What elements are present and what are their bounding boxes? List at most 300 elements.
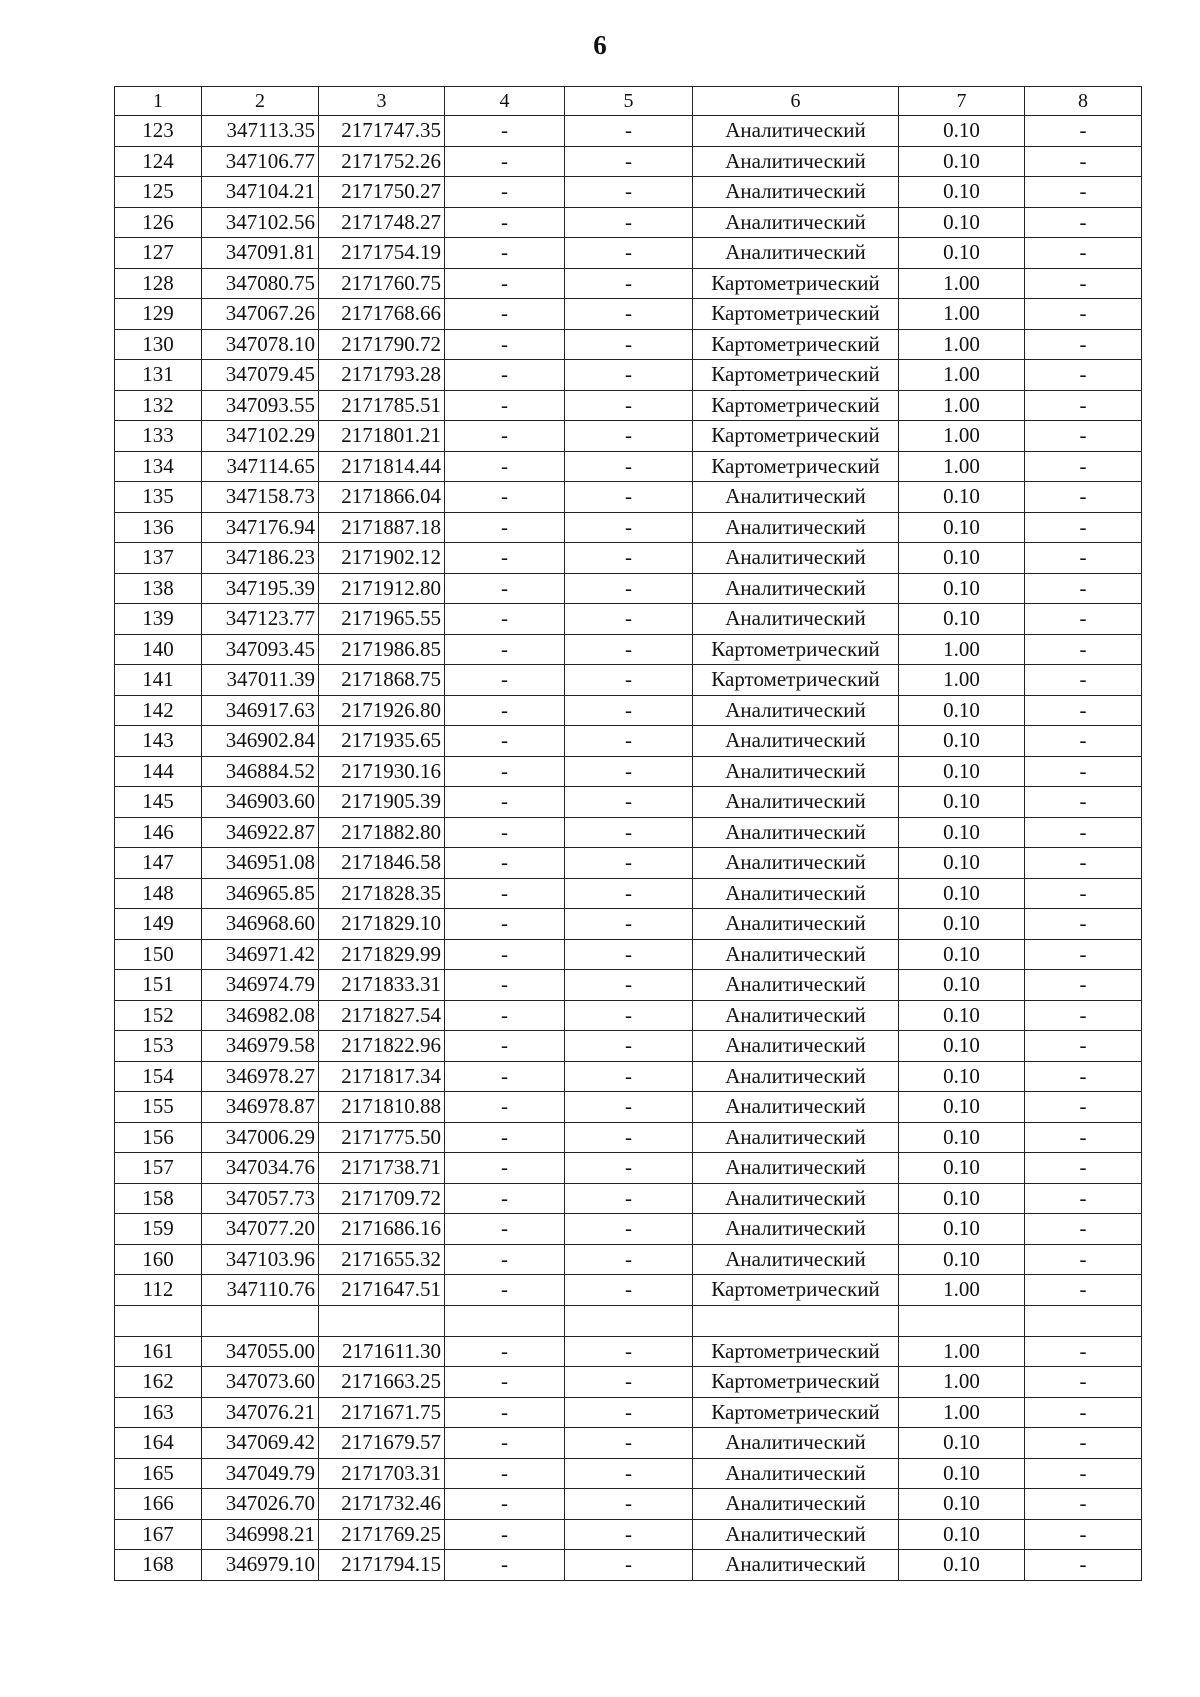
accuracy-cell: 1.00 <box>899 1275 1025 1306</box>
point-number-cell: 132 <box>115 390 202 421</box>
table-row <box>115 421 1142 452</box>
method-cell: Аналитический <box>693 1214 899 1245</box>
col5-cell: - <box>565 543 693 574</box>
accuracy-cell: 0.10 <box>899 1031 1025 1062</box>
table-row <box>115 756 1142 787</box>
method-cell: Аналитический <box>693 1458 899 1489</box>
col8-cell: - <box>1025 360 1142 391</box>
point-number-cell: 165 <box>115 1458 202 1489</box>
col4-cell: - <box>445 299 565 330</box>
col5-cell: - <box>565 604 693 635</box>
x-coordinate-cell: 346974.79 <box>202 970 319 1001</box>
accuracy-cell: 1.00 <box>899 390 1025 421</box>
table-row <box>115 878 1142 909</box>
col8-cell: - <box>1025 665 1142 696</box>
col5-cell: - <box>565 726 693 757</box>
accuracy-cell: 1.00 <box>899 665 1025 696</box>
accuracy-cell <box>899 1305 1025 1336</box>
table-row <box>115 1214 1142 1245</box>
col8-cell: - <box>1025 390 1142 421</box>
col4-cell: - <box>445 329 565 360</box>
table-row <box>115 573 1142 604</box>
point-number-cell: 133 <box>115 421 202 452</box>
y-coordinate-cell: 2171647.51 <box>319 1275 445 1306</box>
y-coordinate-cell: 2171833.31 <box>319 970 445 1001</box>
point-number-cell: 130 <box>115 329 202 360</box>
accuracy-cell: 0.10 <box>899 116 1025 147</box>
y-coordinate-cell: 2171794.15 <box>319 1550 445 1581</box>
y-coordinate-cell: 2171750.27 <box>319 177 445 208</box>
point-number-cell: 143 <box>115 726 202 757</box>
method-cell: Аналитический <box>693 238 899 269</box>
col4-cell: - <box>445 1336 565 1367</box>
y-coordinate-cell: 2171785.51 <box>319 390 445 421</box>
method-cell: Аналитический <box>693 116 899 147</box>
x-coordinate-cell: 347049.79 <box>202 1458 319 1489</box>
y-coordinate-cell: 2171828.35 <box>319 878 445 909</box>
x-coordinate-cell: 347026.70 <box>202 1489 319 1520</box>
col8-cell: - <box>1025 1122 1142 1153</box>
y-coordinate-cell: 2171814.44 <box>319 451 445 482</box>
method-cell: Аналитический <box>693 817 899 848</box>
table-row <box>115 482 1142 513</box>
table-row <box>115 268 1142 299</box>
method-cell: Картометрический <box>693 1367 899 1398</box>
point-number-cell: 129 <box>115 299 202 330</box>
point-number-cell: 141 <box>115 665 202 696</box>
accuracy-cell: 0.10 <box>899 970 1025 1001</box>
col4-cell: - <box>445 634 565 665</box>
method-cell: Аналитический <box>693 1550 899 1581</box>
y-coordinate-cell: 2171752.26 <box>319 146 445 177</box>
accuracy-cell: 0.10 <box>899 1428 1025 1459</box>
method-cell: Аналитический <box>693 1183 899 1214</box>
x-coordinate-cell: 347103.96 <box>202 1244 319 1275</box>
accuracy-cell: 1.00 <box>899 299 1025 330</box>
col5-cell: - <box>565 1397 693 1428</box>
col4-cell: - <box>445 1061 565 1092</box>
point-number-cell: 154 <box>115 1061 202 1092</box>
table-row <box>115 970 1142 1001</box>
table-row <box>115 329 1142 360</box>
method-cell: Аналитический <box>693 1000 899 1031</box>
y-coordinate-cell: 2171793.28 <box>319 360 445 391</box>
table-row <box>115 909 1142 940</box>
x-coordinate-cell: 347093.55 <box>202 390 319 421</box>
point-number-cell: 136 <box>115 512 202 543</box>
y-coordinate-cell: 2171827.54 <box>319 1000 445 1031</box>
col5-cell: - <box>565 1458 693 1489</box>
method-cell: Аналитический <box>693 1092 899 1123</box>
col5-cell: - <box>565 1336 693 1367</box>
y-coordinate-cell: 2171748.27 <box>319 207 445 238</box>
y-coordinate-cell: 2171810.88 <box>319 1092 445 1123</box>
x-coordinate-cell: 347006.29 <box>202 1122 319 1153</box>
col4-cell: - <box>445 665 565 696</box>
table-blank-row <box>115 1305 1142 1336</box>
method-cell: Аналитический <box>693 756 899 787</box>
col5-cell: - <box>565 1122 693 1153</box>
y-coordinate-cell: 2171829.10 <box>319 909 445 940</box>
accuracy-cell: 0.10 <box>899 1122 1025 1153</box>
y-coordinate-cell: 2171817.34 <box>319 1061 445 1092</box>
col5-cell: - <box>565 1519 693 1550</box>
x-coordinate-cell: 347080.75 <box>202 268 319 299</box>
col8-cell: - <box>1025 1275 1142 1306</box>
point-number-cell: 144 <box>115 756 202 787</box>
point-number-cell: 137 <box>115 543 202 574</box>
table-header-row <box>115 87 1142 116</box>
accuracy-cell: 0.10 <box>899 939 1025 970</box>
y-coordinate-cell: 2171709.72 <box>319 1183 445 1214</box>
table-row <box>115 787 1142 818</box>
accuracy-cell: 0.10 <box>899 1244 1025 1275</box>
accuracy-cell: 1.00 <box>899 360 1025 391</box>
table-row <box>115 1397 1142 1428</box>
col8-cell: - <box>1025 1153 1142 1184</box>
col5-cell: - <box>565 970 693 1001</box>
method-cell: Аналитический <box>693 207 899 238</box>
col8-cell: - <box>1025 1214 1142 1245</box>
col8-cell: - <box>1025 817 1142 848</box>
col8-cell: - <box>1025 1519 1142 1550</box>
table-row <box>115 939 1142 970</box>
header-cell: 8 <box>1025 87 1142 116</box>
col5-cell: - <box>565 756 693 787</box>
method-cell: Аналитический <box>693 1061 899 1092</box>
col4-cell: - <box>445 207 565 238</box>
col5-cell: - <box>565 695 693 726</box>
x-coordinate-cell: 347176.94 <box>202 512 319 543</box>
method-cell: Картометрический <box>693 360 899 391</box>
col8-cell: - <box>1025 939 1142 970</box>
col8-cell: - <box>1025 878 1142 909</box>
x-coordinate-cell: 346902.84 <box>202 726 319 757</box>
col4-cell: - <box>445 573 565 604</box>
col8-cell: - <box>1025 421 1142 452</box>
method-cell: Картометрический <box>693 1336 899 1367</box>
accuracy-cell: 0.10 <box>899 726 1025 757</box>
method-cell: Аналитический <box>693 1489 899 1520</box>
method-cell: Картометрический <box>693 329 899 360</box>
table-row <box>115 116 1142 147</box>
x-coordinate-cell: 347076.21 <box>202 1397 319 1428</box>
accuracy-cell: 1.00 <box>899 329 1025 360</box>
col5-cell: - <box>565 329 693 360</box>
y-coordinate-cell: 2171703.31 <box>319 1458 445 1489</box>
accuracy-cell: 0.10 <box>899 756 1025 787</box>
col5-cell: - <box>565 482 693 513</box>
point-number-cell: 163 <box>115 1397 202 1428</box>
x-coordinate-cell: 346971.42 <box>202 939 319 970</box>
y-coordinate-cell: 2171912.80 <box>319 573 445 604</box>
col8-cell: - <box>1025 848 1142 879</box>
method-cell: Аналитический <box>693 604 899 635</box>
col8-cell: - <box>1025 1397 1142 1428</box>
col8-cell: - <box>1025 726 1142 757</box>
method-cell: Картометрический <box>693 1275 899 1306</box>
point-number-cell: 139 <box>115 604 202 635</box>
col5-cell: - <box>565 1550 693 1581</box>
point-number-cell: 167 <box>115 1519 202 1550</box>
x-coordinate-cell: 347158.73 <box>202 482 319 513</box>
coordinates-table <box>114 86 1142 1581</box>
col5-cell: - <box>565 1275 693 1306</box>
col4-cell: - <box>445 1214 565 1245</box>
table-row <box>115 1000 1142 1031</box>
col8-cell: - <box>1025 1244 1142 1275</box>
table-row <box>115 1031 1142 1062</box>
table-row <box>115 726 1142 757</box>
col4-cell: - <box>445 1550 565 1581</box>
page-number: 6 <box>593 30 607 60</box>
col8-cell: - <box>1025 1000 1142 1031</box>
col4-cell: - <box>445 1153 565 1184</box>
method-cell: Аналитический <box>693 146 899 177</box>
method-cell: Аналитический <box>693 726 899 757</box>
col5-cell: - <box>565 177 693 208</box>
x-coordinate-cell: 347077.20 <box>202 1214 319 1245</box>
col4-cell: - <box>445 604 565 635</box>
x-coordinate-cell: 347091.81 <box>202 238 319 269</box>
x-coordinate-cell: 346978.27 <box>202 1061 319 1092</box>
accuracy-cell: 0.10 <box>899 238 1025 269</box>
col5-cell: - <box>565 299 693 330</box>
accuracy-cell: 0.10 <box>899 573 1025 604</box>
x-coordinate-cell: 346903.60 <box>202 787 319 818</box>
method-cell: Картометрический <box>693 634 899 665</box>
accuracy-cell: 1.00 <box>899 451 1025 482</box>
accuracy-cell: 0.10 <box>899 1214 1025 1245</box>
point-number-cell: 126 <box>115 207 202 238</box>
col8-cell: - <box>1025 1367 1142 1398</box>
point-number-cell: 155 <box>115 1092 202 1123</box>
x-coordinate-cell: 346965.85 <box>202 878 319 909</box>
col5-cell: - <box>565 1244 693 1275</box>
table-row <box>115 1428 1142 1459</box>
table-row <box>115 848 1142 879</box>
method-cell: Аналитический <box>693 1428 899 1459</box>
col5-cell: - <box>565 787 693 818</box>
method-cell: Картометрический <box>693 665 899 696</box>
col5-cell: - <box>565 1031 693 1062</box>
col8-cell: - <box>1025 482 1142 513</box>
x-coordinate-cell: 347102.29 <box>202 421 319 452</box>
col8-cell: - <box>1025 543 1142 574</box>
x-coordinate-cell: 347113.35 <box>202 116 319 147</box>
col8-cell: - <box>1025 970 1142 1001</box>
accuracy-cell: 0.10 <box>899 787 1025 818</box>
accuracy-cell: 1.00 <box>899 634 1025 665</box>
col4-cell: - <box>445 1183 565 1214</box>
y-coordinate-cell: 2171747.35 <box>319 116 445 147</box>
method-cell: Аналитический <box>693 848 899 879</box>
x-coordinate-cell: 346998.21 <box>202 1519 319 1550</box>
col4-cell: - <box>445 848 565 879</box>
point-number-cell: 166 <box>115 1489 202 1520</box>
point-number-cell: 158 <box>115 1183 202 1214</box>
col8-cell: - <box>1025 695 1142 726</box>
y-coordinate-cell: 2171790.72 <box>319 329 445 360</box>
y-coordinate-cell: 2171801.21 <box>319 421 445 452</box>
table-row <box>115 634 1142 665</box>
method-cell: Аналитический <box>693 1031 899 1062</box>
point-number-cell: 162 <box>115 1367 202 1398</box>
header-cell: 6 <box>693 87 899 116</box>
method-cell: Аналитический <box>693 177 899 208</box>
accuracy-cell: 0.10 <box>899 543 1025 574</box>
x-coordinate-cell: 346979.10 <box>202 1550 319 1581</box>
point-number-cell: 160 <box>115 1244 202 1275</box>
x-coordinate-cell: 346982.08 <box>202 1000 319 1031</box>
col5-cell: - <box>565 268 693 299</box>
accuracy-cell: 0.10 <box>899 512 1025 543</box>
y-coordinate-cell: 2171655.32 <box>319 1244 445 1275</box>
col5-cell: - <box>565 1367 693 1398</box>
col8-cell: - <box>1025 787 1142 818</box>
table-row <box>115 146 1142 177</box>
col4-cell: - <box>445 360 565 391</box>
point-number-cell: 150 <box>115 939 202 970</box>
point-number-cell <box>115 1305 202 1336</box>
table-row <box>115 1153 1142 1184</box>
accuracy-cell: 1.00 <box>899 1397 1025 1428</box>
col5-cell: - <box>565 817 693 848</box>
col4-cell: - <box>445 695 565 726</box>
table-row <box>115 299 1142 330</box>
accuracy-cell: 0.10 <box>899 1458 1025 1489</box>
y-coordinate-cell: 2171882.80 <box>319 817 445 848</box>
col8-cell: - <box>1025 756 1142 787</box>
col4-cell: - <box>445 1122 565 1153</box>
accuracy-cell: 0.10 <box>899 1061 1025 1092</box>
y-coordinate-cell: 2171935.65 <box>319 726 445 757</box>
method-cell: Аналитический <box>693 512 899 543</box>
y-coordinate-cell: 2171611.30 <box>319 1336 445 1367</box>
x-coordinate-cell: 347078.10 <box>202 329 319 360</box>
table-row <box>115 207 1142 238</box>
x-coordinate-cell: 347104.21 <box>202 177 319 208</box>
col8-cell: - <box>1025 1031 1142 1062</box>
table-row <box>115 1122 1142 1153</box>
table-row <box>115 604 1142 635</box>
col8-cell <box>1025 1305 1142 1336</box>
table-row <box>115 1061 1142 1092</box>
x-coordinate-cell: 347057.73 <box>202 1183 319 1214</box>
col4-cell: - <box>445 726 565 757</box>
x-coordinate-cell: 347102.56 <box>202 207 319 238</box>
header-cell: 7 <box>899 87 1025 116</box>
col8-cell: - <box>1025 1092 1142 1123</box>
table-row <box>115 1183 1142 1214</box>
x-coordinate-cell: 347069.42 <box>202 1428 319 1459</box>
accuracy-cell: 1.00 <box>899 1367 1025 1398</box>
accuracy-cell: 0.10 <box>899 695 1025 726</box>
method-cell: Аналитический <box>693 1519 899 1550</box>
point-number-cell: 157 <box>115 1153 202 1184</box>
col4-cell: - <box>445 390 565 421</box>
accuracy-cell: 0.10 <box>899 1153 1025 1184</box>
col4-cell: - <box>445 482 565 513</box>
col4-cell: - <box>445 512 565 543</box>
x-coordinate-cell: 347034.76 <box>202 1153 319 1184</box>
col5-cell: - <box>565 512 693 543</box>
y-coordinate-cell: 2171732.46 <box>319 1489 445 1520</box>
accuracy-cell: 0.10 <box>899 848 1025 879</box>
accuracy-cell: 0.10 <box>899 1092 1025 1123</box>
col4-cell: - <box>445 787 565 818</box>
table-row <box>115 390 1142 421</box>
table-row <box>115 451 1142 482</box>
col4-cell: - <box>445 116 565 147</box>
point-number-cell: 112 <box>115 1275 202 1306</box>
point-number-cell: 152 <box>115 1000 202 1031</box>
point-number-cell: 134 <box>115 451 202 482</box>
accuracy-cell: 0.10 <box>899 817 1025 848</box>
y-coordinate-cell: 2171769.25 <box>319 1519 445 1550</box>
method-cell: Аналитический <box>693 909 899 940</box>
col4-cell: - <box>445 970 565 1001</box>
x-coordinate-cell: 347114.65 <box>202 451 319 482</box>
col4-cell: - <box>445 146 565 177</box>
accuracy-cell: 0.10 <box>899 177 1025 208</box>
col5-cell: - <box>565 146 693 177</box>
method-cell: Картометрический <box>693 299 899 330</box>
table-row <box>115 817 1142 848</box>
col5-cell: - <box>565 421 693 452</box>
point-number-cell: 161 <box>115 1336 202 1367</box>
header-cell: 4 <box>445 87 565 116</box>
point-number-cell: 125 <box>115 177 202 208</box>
col5-cell: - <box>565 848 693 879</box>
table-row <box>115 1550 1142 1581</box>
accuracy-cell: 0.10 <box>899 146 1025 177</box>
x-coordinate-cell: 347011.39 <box>202 665 319 696</box>
col8-cell: - <box>1025 1183 1142 1214</box>
accuracy-cell: 1.00 <box>899 268 1025 299</box>
y-coordinate-cell: 2171663.25 <box>319 1367 445 1398</box>
x-coordinate-cell: 346951.08 <box>202 848 319 879</box>
method-cell: Аналитический <box>693 482 899 513</box>
y-coordinate-cell: 2171905.39 <box>319 787 445 818</box>
y-coordinate-cell: 2171775.50 <box>319 1122 445 1153</box>
col8-cell: - <box>1025 1428 1142 1459</box>
header-cell: 1 <box>115 87 202 116</box>
point-number-cell: 128 <box>115 268 202 299</box>
x-coordinate-cell: 347067.26 <box>202 299 319 330</box>
point-number-cell: 164 <box>115 1428 202 1459</box>
col5-cell: - <box>565 1214 693 1245</box>
method-cell: Аналитический <box>693 1244 899 1275</box>
table-row <box>115 695 1142 726</box>
table-row <box>115 360 1142 391</box>
point-number-cell: 140 <box>115 634 202 665</box>
header-cell: 3 <box>319 87 445 116</box>
method-cell: Картометрический <box>693 451 899 482</box>
col4-cell: - <box>445 1092 565 1123</box>
col4-cell: - <box>445 1031 565 1062</box>
col8-cell: - <box>1025 1061 1142 1092</box>
y-coordinate-cell: 2171846.58 <box>319 848 445 879</box>
method-cell: Аналитический <box>693 787 899 818</box>
method-cell: Аналитический <box>693 695 899 726</box>
header-cell: 2 <box>202 87 319 116</box>
x-coordinate-cell: 346922.87 <box>202 817 319 848</box>
accuracy-cell: 0.10 <box>899 1000 1025 1031</box>
col5-cell: - <box>565 665 693 696</box>
table-row <box>115 512 1142 543</box>
method-cell: Аналитический <box>693 939 899 970</box>
